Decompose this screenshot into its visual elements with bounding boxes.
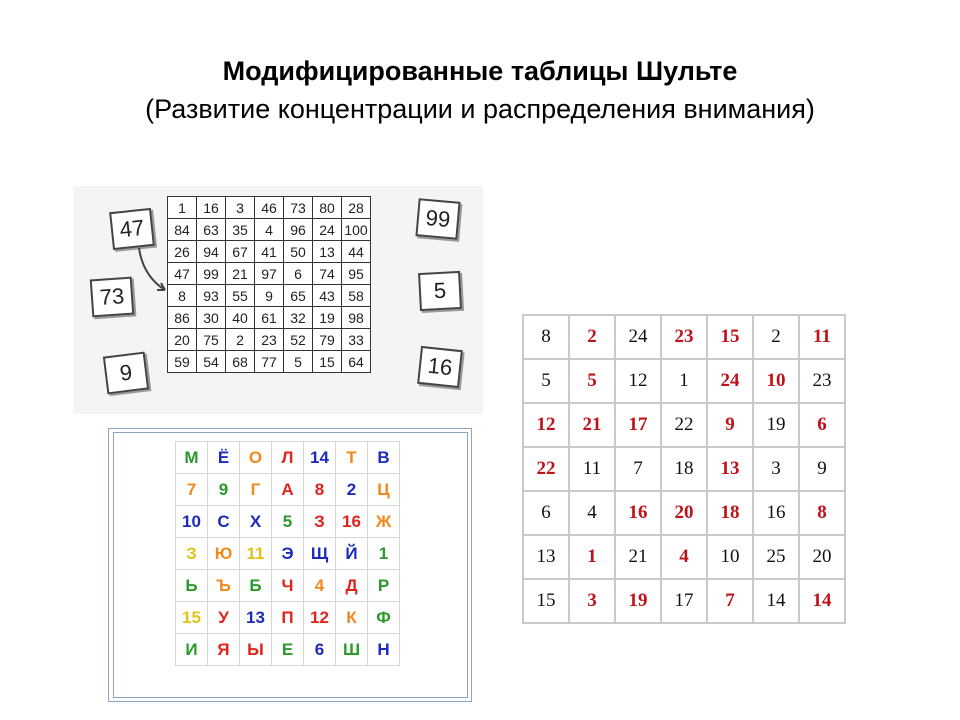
table-row: [523, 579, 845, 623]
table-cell: З: [176, 538, 208, 570]
table-cell: 22: [523, 447, 569, 491]
table-cell: 55: [226, 285, 255, 307]
table-row: [168, 241, 371, 263]
table-cell: 2: [226, 329, 255, 351]
table-cell: 3: [569, 579, 615, 623]
table-cell: 3: [226, 197, 255, 219]
table-cell: Й: [336, 538, 368, 570]
table-cell: Ъ: [208, 570, 240, 602]
table-cell: 21: [615, 535, 661, 579]
table-cell: 10: [753, 359, 799, 403]
table-cell: Г: [240, 474, 272, 506]
table-cell: Щ: [304, 538, 336, 570]
table-cell: 28: [342, 197, 371, 219]
table-cell: 98: [342, 307, 371, 329]
table-row: [168, 329, 371, 351]
table-cell: 16: [336, 506, 368, 538]
table-cell: 19: [615, 579, 661, 623]
table-cell: 1: [661, 359, 707, 403]
table-cell: 8: [168, 285, 197, 307]
table-cell: 4: [255, 219, 284, 241]
table-cell: А: [272, 474, 304, 506]
table-cell: 84: [168, 219, 197, 241]
redblack-grid: [522, 314, 846, 624]
table-cell: 3: [753, 447, 799, 491]
table-cell: 4: [661, 535, 707, 579]
table-cell: 35: [226, 219, 255, 241]
table-cell: 75: [197, 329, 226, 351]
table-cell: 20: [661, 491, 707, 535]
table-cell: 2: [336, 474, 368, 506]
table-cell: 24: [615, 315, 661, 359]
table-cell: 20: [799, 535, 845, 579]
table-cell: 52: [284, 329, 313, 351]
table-cell: 11: [569, 447, 615, 491]
table-cell: 25: [753, 535, 799, 579]
table-cell: В: [368, 442, 400, 474]
table-cell: 94: [197, 241, 226, 263]
table-row: [168, 219, 371, 241]
table-cell: 21: [226, 263, 255, 285]
table-cell: Б: [240, 570, 272, 602]
page-subtitle: (Развитие концентрации и распределения внимания): [145, 94, 815, 124]
table-cell: Т: [336, 442, 368, 474]
table-cell: 6: [799, 403, 845, 447]
table-row: [176, 538, 400, 570]
table-cell: Ш: [336, 634, 368, 666]
table-cell: М: [176, 442, 208, 474]
table-row: [176, 634, 400, 666]
table-cell: 18: [661, 447, 707, 491]
table-cell: 22: [661, 403, 707, 447]
table-cell: 12: [523, 403, 569, 447]
number-card: 47: [109, 208, 155, 250]
table-cell: 6: [284, 263, 313, 285]
table-cell: 10: [176, 506, 208, 538]
table-cell: 9: [255, 285, 284, 307]
table-cell: Ф: [368, 602, 400, 634]
table-row: [176, 506, 400, 538]
table-cell: Н: [368, 634, 400, 666]
table-cell: 100: [342, 219, 371, 241]
table-cell: 63: [197, 219, 226, 241]
table-cell: 19: [753, 403, 799, 447]
table-cell: 26: [168, 241, 197, 263]
table-cell: 9: [208, 474, 240, 506]
table-row: [523, 447, 845, 491]
number-card: 9: [103, 352, 149, 395]
number-card: 73: [90, 277, 135, 318]
table-cell: 16: [197, 197, 226, 219]
table-cell: 6: [304, 634, 336, 666]
table-cell: 1: [368, 538, 400, 570]
table-row: [168, 307, 371, 329]
table-cell: 8: [304, 474, 336, 506]
table-cell: Э: [272, 538, 304, 570]
table-cell: Ы: [240, 634, 272, 666]
table-cell: 44: [342, 241, 371, 263]
table-row: [168, 197, 371, 219]
number-card: 5: [418, 271, 462, 311]
table-cell: 8: [523, 315, 569, 359]
table-cell: 13: [240, 602, 272, 634]
table-cell: Ю: [208, 538, 240, 570]
table-cell: 15: [313, 351, 342, 373]
table-row: [523, 491, 845, 535]
table-cell: 14: [799, 579, 845, 623]
table-cell: 15: [176, 602, 208, 634]
table-cell: Д: [336, 570, 368, 602]
table-cell: 59: [168, 351, 197, 373]
table-cell: 16: [615, 491, 661, 535]
table-cell: 5: [272, 506, 304, 538]
table-cell: 24: [313, 219, 342, 241]
table-row: [168, 285, 371, 307]
table-cell: 32: [284, 307, 313, 329]
table-cell: И: [176, 634, 208, 666]
table-cell: 50: [284, 241, 313, 263]
table-cell: 10: [707, 535, 753, 579]
number-card: 99: [415, 198, 460, 240]
table-cell: 13: [523, 535, 569, 579]
table-cell: 5: [523, 359, 569, 403]
table-cell: 58: [342, 285, 371, 307]
table-cell: 4: [569, 491, 615, 535]
table-cell: 33: [342, 329, 371, 351]
table-cell: 93: [197, 285, 226, 307]
table-cell: 24: [707, 359, 753, 403]
table-cell: 11: [240, 538, 272, 570]
table-cell: К: [336, 602, 368, 634]
table-cell: 74: [313, 263, 342, 285]
table-cell: 40: [226, 307, 255, 329]
table-cell: 15: [523, 579, 569, 623]
table-cell: 46: [255, 197, 284, 219]
table-cell: 30: [197, 307, 226, 329]
table-cell: 17: [615, 403, 661, 447]
table-cell: 41: [255, 241, 284, 263]
letter-grid: [175, 441, 400, 666]
table-cell: 7: [615, 447, 661, 491]
table-row: [168, 351, 371, 373]
table-cell: 16: [753, 491, 799, 535]
table-row: [523, 359, 845, 403]
table-cell: 13: [313, 241, 342, 263]
table-cell: 73: [284, 197, 313, 219]
table-cell: 20: [168, 329, 197, 351]
table-row: [168, 263, 371, 285]
table-cell: 5: [284, 351, 313, 373]
table-cell: 8: [799, 491, 845, 535]
arrow-icon: [73, 186, 193, 306]
table-cell: 11: [799, 315, 845, 359]
table-cell: 65: [284, 285, 313, 307]
table-cell: Я: [208, 634, 240, 666]
redblack-table-panel: [522, 314, 846, 624]
table-cell: 1: [569, 535, 615, 579]
table-cell: 2: [569, 315, 615, 359]
table-cell: Ь: [176, 570, 208, 602]
table-cell: 61: [255, 307, 284, 329]
table-row: [176, 474, 400, 506]
table-cell: 14: [304, 442, 336, 474]
table-cell: Л: [272, 442, 304, 474]
table-cell: 68: [226, 351, 255, 373]
table-cell: 47: [168, 263, 197, 285]
table-cell: 6: [523, 491, 569, 535]
table-cell: Ч: [272, 570, 304, 602]
table-cell: 2: [753, 315, 799, 359]
table-cell: Ё: [208, 442, 240, 474]
table-cell: 7: [707, 579, 753, 623]
table-cell: П: [272, 602, 304, 634]
table-row: [523, 535, 845, 579]
table-cell: 17: [661, 579, 707, 623]
table-cell: Х: [240, 506, 272, 538]
table-cell: 21: [569, 403, 615, 447]
table-cell: 86: [168, 307, 197, 329]
table-cell: 23: [255, 329, 284, 351]
table-cell: 67: [226, 241, 255, 263]
table-cell: 96: [284, 219, 313, 241]
table-cell: 14: [753, 579, 799, 623]
table-cell: 80: [313, 197, 342, 219]
table-cell: 18: [707, 491, 753, 535]
page-title: Модифицированные таблицы Шульте: [222, 56, 738, 86]
table-cell: Ж: [368, 506, 400, 538]
table-cell: Е: [272, 634, 304, 666]
table-cell: 95: [342, 263, 371, 285]
table-cell: 99: [197, 263, 226, 285]
table-cell: 12: [615, 359, 661, 403]
table-cell: 9: [707, 403, 753, 447]
table-cell: С: [208, 506, 240, 538]
table-cell: 77: [255, 351, 284, 373]
table-cell: 43: [313, 285, 342, 307]
table-cell: 5: [569, 359, 615, 403]
number-table-panel: [73, 186, 483, 414]
table-cell: 79: [313, 329, 342, 351]
table-cell: 64: [342, 351, 371, 373]
table-row: [523, 315, 845, 359]
table-cell: Ц: [368, 474, 400, 506]
table-cell: Р: [368, 570, 400, 602]
table-cell: 15: [707, 315, 753, 359]
table-cell: 9: [799, 447, 845, 491]
table-cell: 23: [799, 359, 845, 403]
table-row: [176, 570, 400, 602]
table-cell: 7: [176, 474, 208, 506]
number-grid: [167, 196, 371, 373]
number-card: 16: [417, 346, 463, 388]
table-row: [523, 403, 845, 447]
table-cell: 1: [168, 197, 197, 219]
table-row: [176, 602, 400, 634]
table-cell: 23: [661, 315, 707, 359]
letter-table-panel: [108, 428, 472, 702]
table-cell: О: [240, 442, 272, 474]
table-cell: 19: [313, 307, 342, 329]
table-cell: З: [304, 506, 336, 538]
table-cell: У: [208, 602, 240, 634]
table-cell: 4: [304, 570, 336, 602]
table-row: [176, 442, 400, 474]
table-cell: 97: [255, 263, 284, 285]
table-cell: 54: [197, 351, 226, 373]
table-cell: 12: [304, 602, 336, 634]
table-cell: 13: [707, 447, 753, 491]
